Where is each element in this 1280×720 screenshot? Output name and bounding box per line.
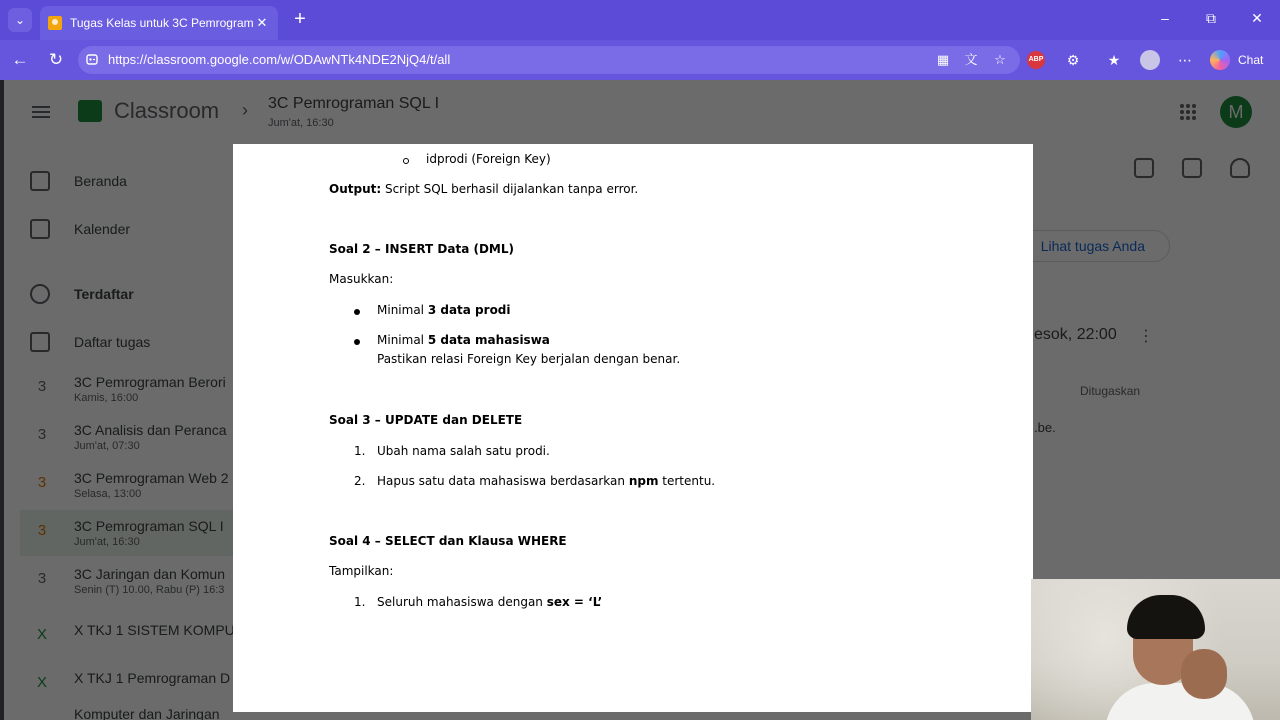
translate-icon[interactable]: 文 <box>964 52 978 67</box>
doc-list-item: Minimal 3 data prodi <box>377 303 511 317</box>
extensions-icon[interactable]: ⚙ <box>1066 52 1080 68</box>
app-install-icon[interactable]: ▦ <box>936 52 950 67</box>
doc-heading-soal-2: Soal 2 – INSERT Data (DML) <box>329 242 514 256</box>
webcam-person-hand <box>1181 649 1227 699</box>
minimize-button[interactable]: – <box>1161 10 1169 26</box>
doc-list-item: Minimal 5 data mahasiswa <box>377 333 550 347</box>
doc-heading-soal-4: Soal 4 – SELECT dan Klausa WHERE <box>329 534 567 548</box>
url-text[interactable]: https://classroom.google.com/w/ODAwNTk4NDE2NjQ4/t/all <box>108 52 451 67</box>
doc-paragraph: Masukkan: <box>329 272 394 286</box>
chat-label: Chat <box>1238 53 1264 67</box>
browser-titlebar <box>0 0 1280 40</box>
doc-output-line: Output: Script SQL berhasil dijalankan tanpa error. <box>329 182 639 196</box>
list-number: 1. <box>354 595 366 609</box>
doc-heading-soal-3: Soal 3 – UPDATE dan DELETE <box>329 413 523 427</box>
new-tab-button[interactable]: + <box>294 8 306 30</box>
sub-bullet-icon <box>403 158 409 164</box>
list-number: 1. <box>354 444 366 458</box>
bookmark-star-icon[interactable]: ☆ <box>994 52 1006 67</box>
more-menu-icon[interactable]: ⋯ <box>1178 52 1192 68</box>
webcam-overlay <box>1031 579 1280 720</box>
close-window-button[interactable]: ✕ <box>1251 10 1263 26</box>
adblock-icon[interactable]: ABP <box>1027 51 1045 69</box>
tab-close-icon[interactable]: ✕ <box>256 15 268 30</box>
doc-line: idprodi (Foreign Key) <box>426 152 551 166</box>
doc-paragraph: Tampilkan: <box>329 564 394 578</box>
doc-list-item: Ubah nama salah satu prodi. <box>377 444 550 458</box>
address-bar[interactable] <box>78 46 1020 74</box>
classroom-favicon-icon <box>48 16 62 30</box>
favorites-icon[interactable]: ★ <box>1107 52 1121 68</box>
back-button[interactable]: ← <box>11 50 29 69</box>
document-preview <box>233 144 1033 712</box>
doc-list-item-continuation: Pastikan relasi Foreign Key berjalan dengan benar. <box>377 352 681 366</box>
list-number: 2. <box>354 474 366 488</box>
doc-list-item: Hapus satu data mahasiswa berdasarkan npm tertentu. <box>377 474 716 488</box>
copilot-chat-button[interactable] <box>1210 48 1263 72</box>
bullet-icon <box>354 309 360 315</box>
tab-title: Tugas Kelas untuk 3C Pemrogram <box>70 16 254 30</box>
restore-button[interactable]: ⧉ <box>1206 10 1216 26</box>
active-tab[interactable] <box>40 6 278 40</box>
profile-avatar[interactable] <box>1140 50 1160 70</box>
doc-list-item: Seluruh mahasiswa dengan sex = ‘L’ <box>377 595 603 609</box>
bullet-icon <box>354 339 360 345</box>
reload-button[interactable]: ↻ <box>48 50 64 69</box>
tab-list-dropdown[interactable]: ⌄ <box>8 8 32 32</box>
copilot-icon <box>1210 50 1230 70</box>
site-info-icon[interactable] <box>86 53 98 65</box>
